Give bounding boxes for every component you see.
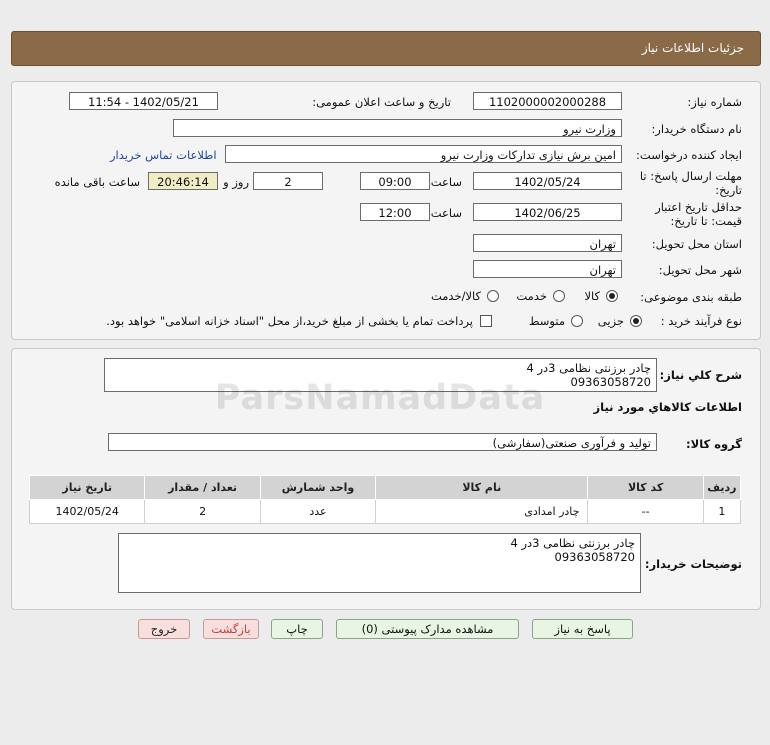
reply-button[interactable]: پاسخ به نیاز — [532, 619, 633, 639]
validity-time-field: 12:00 — [360, 203, 430, 221]
remaining-time-field: 20:46:14 — [148, 172, 218, 190]
buyer-org-label: نام دستگاه خریدار: — [651, 122, 742, 136]
buyer-notes-field: چادر برزنتی نظامی 3در 4 09363058720 — [118, 533, 641, 593]
page-title: جزئیات اطلاعات نیاز — [641, 41, 744, 55]
validity-date-field: 1402/06/25 — [473, 203, 622, 221]
need-number-label: شماره نیاز: — [687, 95, 742, 109]
category-option-goods-service: کالا/خدمت — [430, 289, 481, 303]
deadline-label-2: تاریخ: — [715, 183, 742, 197]
print-button[interactable]: چاپ — [271, 619, 323, 639]
goods-group-label: گروه كالا: — [686, 437, 742, 451]
deadline-time-field: 09:00 — [360, 172, 430, 190]
goods-section-title: اطلاعات كالاهاي مورد نياز — [593, 400, 742, 414]
treasury-payment-checkbox[interactable] — [480, 315, 492, 327]
creator-label: ایجاد کننده درخواست: — [636, 148, 742, 162]
validity-time-label: ساعت — [430, 206, 462, 220]
cell-date: 1402/05/24 — [30, 500, 145, 524]
province-field: تهران — [473, 234, 622, 252]
category-option-service: خدمت — [516, 289, 547, 303]
back-button[interactable] — [203, 619, 259, 639]
buyer-org-field: وزارت نیرو — [173, 119, 622, 137]
category-label: طبقه بندی موضوعی: — [640, 290, 742, 304]
goods-group-field: تولید و فرآوری صنعتی(سفارشی) — [108, 433, 657, 451]
city-field: تهران — [473, 260, 622, 278]
days-label: روز و — [223, 175, 249, 189]
cell-code: -- — [588, 500, 703, 524]
category-radio-goods[interactable] — [606, 290, 618, 302]
process-label: نوع فرآیند خرید : — [660, 314, 742, 328]
buyer-notes-label: توضیحات خریدار: — [644, 557, 742, 571]
process-option-medium: متوسط — [528, 314, 565, 328]
province-label: استان محل تحویل: — [651, 237, 742, 251]
cell-qty: 2 — [145, 500, 260, 524]
attachments-button[interactable]: مشاهده مدارک پیوستی (0) — [336, 619, 519, 639]
exit-button-label: خروج — [150, 622, 178, 636]
col-code: کد کالا — [588, 476, 703, 500]
need-number-field: 1102000002000288 — [473, 92, 622, 110]
table-row — [30, 500, 741, 524]
process-radio-minor[interactable] — [630, 315, 642, 327]
watermark: ParsNamadData — [214, 378, 546, 418]
deadline-label-1: مهلت ارسال پاسخ: تا — [639, 169, 742, 183]
validity-label-2: قیمت: تا تاریخ: — [670, 214, 742, 228]
creator-field: امین برش نیازی تدارکات وزارت نیرو — [225, 145, 622, 163]
col-qty: تعداد / مقدار — [145, 476, 260, 500]
col-date: تاریخ نیاز — [30, 476, 145, 500]
page-header — [11, 31, 761, 66]
category-option-goods: کالا — [584, 289, 600, 303]
back-button-label: بازگشت — [211, 622, 251, 636]
deadline-date-field: 1402/05/24 — [473, 172, 622, 190]
announce-field: 1402/05/21 - 11:54 — [69, 92, 218, 110]
remaining-label: ساعت باقی مانده — [54, 175, 140, 189]
announce-label: تاریخ و ساعت اعلان عمومی: — [312, 95, 451, 109]
validity-label-1: حداقل تاریخ اعتبار — [655, 200, 742, 214]
category-radio-service[interactable] — [553, 290, 565, 302]
exit-button[interactable] — [138, 619, 190, 639]
col-name: نام کالا — [376, 476, 588, 500]
payment-note: پرداخت تمام یا بخشی از مبلغ خرید،از محل "اسناد خزانه اسلامی" خواهد بود. — [106, 314, 473, 328]
description-label: شرح كلي نياز: — [659, 368, 742, 382]
cell-unit: عدد — [260, 500, 375, 524]
city-label: شهر محل تحویل: — [658, 263, 742, 277]
col-unit: واحد شمارش — [260, 476, 375, 500]
goods-table — [29, 475, 741, 524]
cell-name: چادر امدادی — [376, 500, 588, 524]
deadline-time-label: ساعت — [430, 175, 462, 189]
contact-buyer-link[interactable]: اطلاعات تماس خریدار — [110, 148, 217, 162]
days-field: 2 — [253, 172, 323, 190]
cell-row: 1 — [703, 500, 740, 524]
description-field: چادر برزنتی نظامی 3در 4 09363058720 — [104, 358, 657, 392]
col-row: ردیف — [703, 476, 740, 500]
category-radio-goods-service[interactable] — [487, 290, 499, 302]
goods-table-header — [30, 476, 741, 500]
process-radio-medium[interactable] — [571, 315, 583, 327]
process-option-minor: جزیی — [597, 314, 624, 328]
